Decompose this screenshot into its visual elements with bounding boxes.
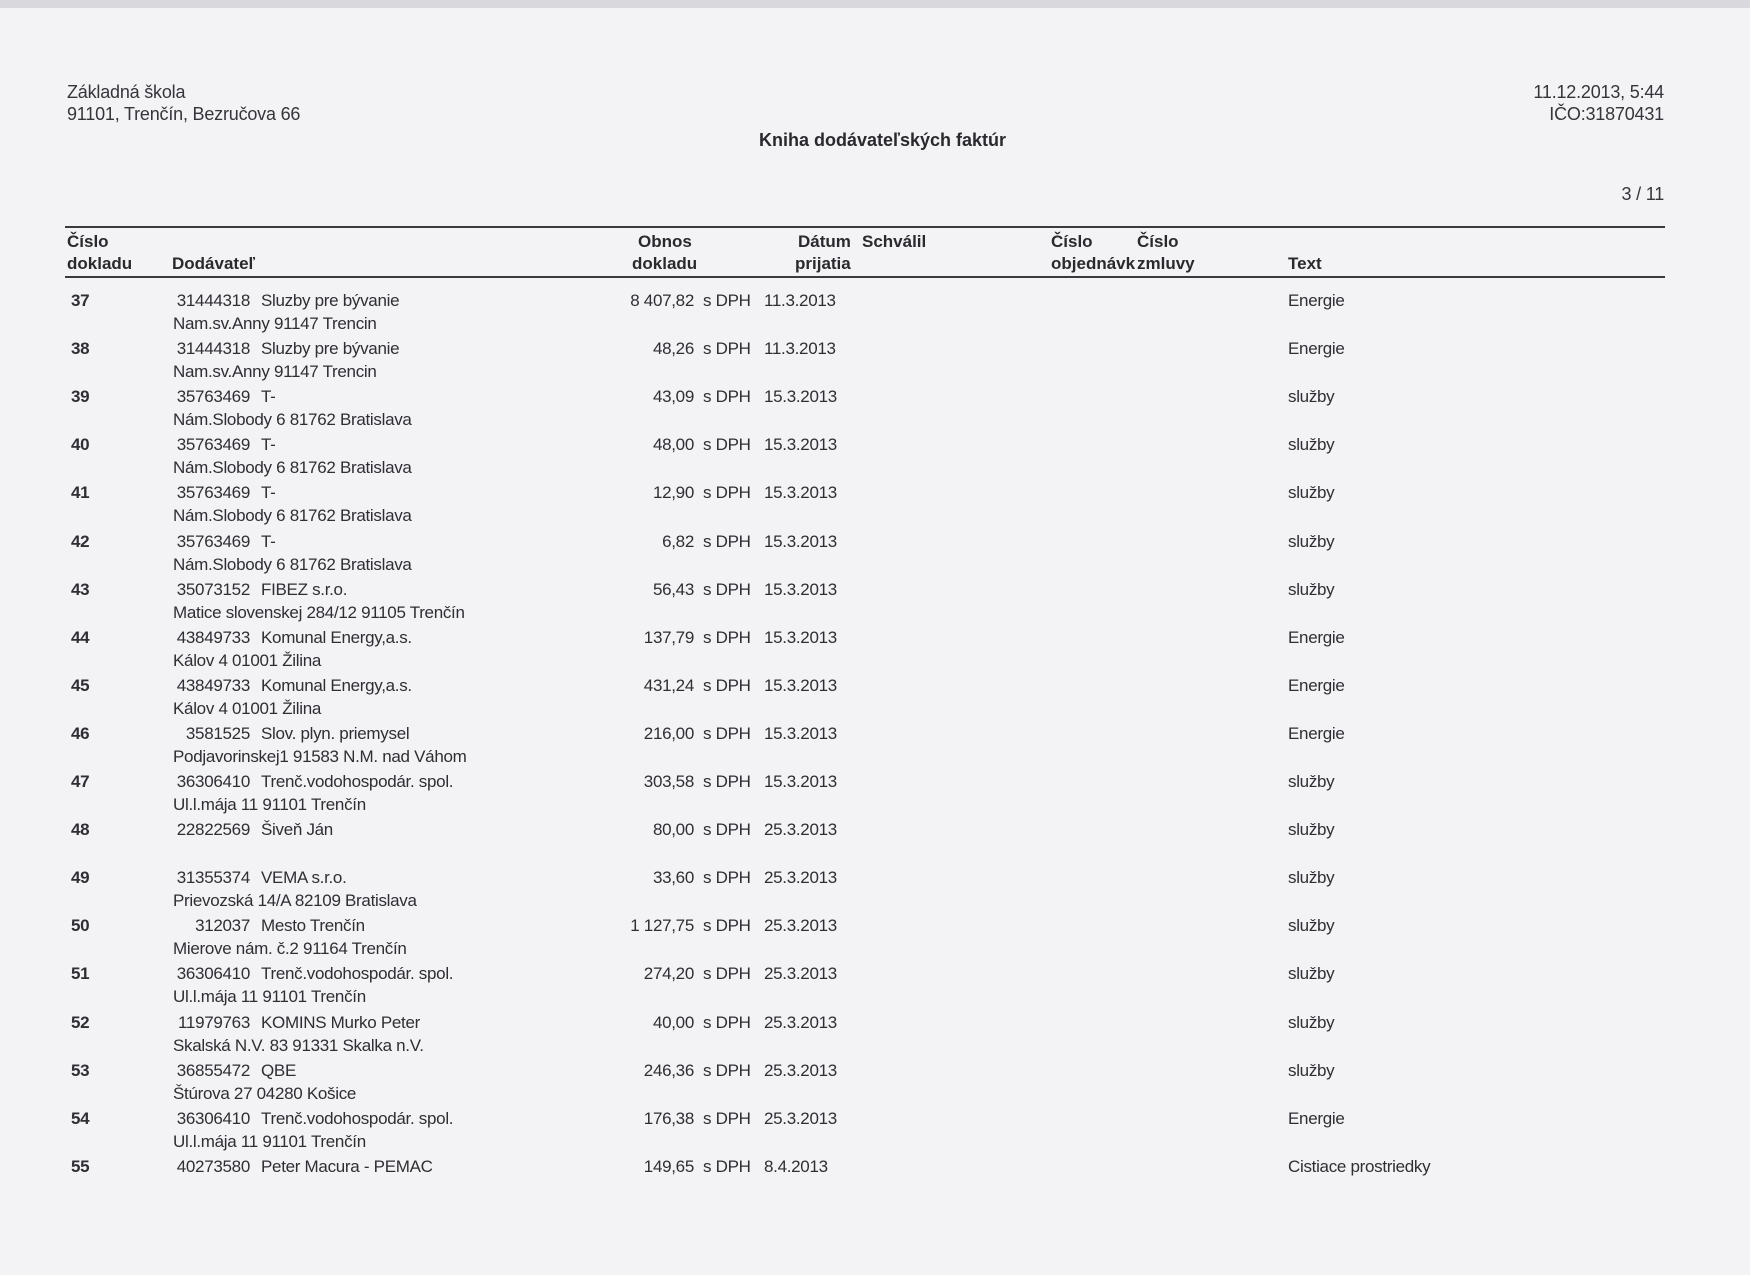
invoice-text: Cistiace prostriedky [1288, 1157, 1431, 1176]
invoice-amount: 56,43 [652, 580, 694, 599]
supplier-name: QBE [261, 1061, 297, 1080]
invoice-amount: 176,38 [643, 1109, 694, 1128]
supplier-name: Sluzby pre bývanie [261, 291, 400, 310]
col-dodavatel: Dodávateľ [172, 254, 256, 273]
invoice-amount: 246,36 [643, 1061, 694, 1080]
document-title: Kniha dodávateľských faktúr [759, 130, 1007, 150]
received-date: 15.3.2013 [764, 387, 837, 406]
invoice-amount: 303,58 [643, 772, 694, 791]
invoice-number: 52 [71, 1013, 90, 1032]
vat-flag: s DPH [703, 916, 751, 935]
table-row [0, 674, 1750, 722]
table-row [0, 1011, 1750, 1059]
received-date: 11.3.2013 [764, 339, 836, 358]
invoice-amount: 1 127,75 [630, 916, 694, 935]
invoice-text: služby [1288, 435, 1335, 454]
invoice-text: služby [1288, 916, 1335, 935]
table-row [0, 914, 1750, 962]
supplier-ico: 36306410 [176, 964, 250, 983]
supplier-ico: 11979763 [178, 1013, 250, 1032]
supplier-name: Trenč.vodohospodár. spol. [261, 964, 454, 983]
supplier-ico: 22822569 [176, 820, 250, 839]
table-row [0, 1059, 1750, 1107]
invoice-amount: 137,79 [643, 628, 694, 647]
scan-edge [0, 0, 1750, 8]
supplier-address: Kálov 4 01001 Žilina [173, 699, 322, 718]
received-date: 15.3.2013 [764, 483, 837, 502]
invoice-number: 37 [71, 291, 90, 310]
col-text: Text [1288, 254, 1322, 273]
header-bottom-rule [65, 276, 1665, 278]
supplier-ico: 43849733 [176, 628, 250, 647]
header-top-rule [65, 226, 1665, 228]
invoice-text: služby [1288, 483, 1335, 502]
col-schvalil: Schválil [862, 232, 927, 251]
invoice-text: služby [1288, 1061, 1335, 1080]
received-date: 15.3.2013 [764, 724, 837, 743]
invoice-amount: 48,00 [652, 435, 694, 454]
org-address: 91101, Trenčín, Bezručova 66 [67, 104, 301, 124]
table-row [0, 337, 1750, 385]
table-row [0, 866, 1750, 914]
supplier-ico: 3581525 [185, 724, 250, 743]
supplier-ico: 35073152 [176, 580, 250, 599]
table-row [0, 1155, 1750, 1203]
invoice-number: 49 [71, 868, 90, 887]
vat-flag: s DPH [703, 483, 751, 502]
supplier-name: KOMINS Murko Peter [261, 1013, 420, 1032]
table-row [0, 770, 1750, 818]
invoice-text: služby [1288, 820, 1335, 839]
supplier-address: Mierove nám. č.2 91164 Trenčín [173, 939, 407, 958]
supplier-name: Šiveň Ján [261, 820, 333, 839]
invoice-number: 43 [71, 580, 90, 599]
table-row [0, 818, 1750, 866]
vat-flag: s DPH [703, 964, 751, 983]
print-datetime: 11.12.2013, 5:44 [1533, 82, 1664, 102]
received-date: 25.3.2013 [764, 820, 837, 839]
supplier-ico: 36306410 [176, 772, 250, 791]
invoice-amount: 274,20 [643, 964, 694, 983]
invoice-text: Energie [1288, 1109, 1345, 1128]
supplier-name: FIBEZ s.r.o. [261, 580, 348, 599]
invoice-number: 42 [71, 532, 90, 551]
invoice-number: 38 [71, 339, 90, 358]
supplier-address: Nám.Slobody 6 81762 Bratislava [173, 555, 412, 574]
vat-flag: s DPH [703, 772, 751, 791]
invoice-number: 47 [71, 772, 90, 791]
vat-flag: s DPH [703, 1157, 751, 1176]
supplier-ico: 43849733 [176, 676, 250, 695]
received-date: 15.3.2013 [764, 628, 837, 647]
supplier-ico: 31444318 [176, 339, 250, 358]
supplier-address: Nam.sv.Anny 91147 Trencin [173, 314, 377, 333]
table-row [0, 481, 1750, 529]
invoice-number: 53 [71, 1061, 90, 1080]
supplier-ico: 31355374 [176, 868, 250, 887]
supplier-name: Komunal Energy,a.s. [261, 628, 412, 647]
col-zmluva-line2: zmluvy [1137, 254, 1195, 273]
received-date: 15.3.2013 [764, 772, 837, 791]
supplier-name: T- [261, 387, 276, 406]
supplier-name: T- [261, 483, 276, 502]
supplier-address: Ul.l.mája 11 91101 Trenčín [173, 795, 366, 814]
invoice-text: Energie [1288, 339, 1345, 358]
col-cislo-line2: dokladu [67, 254, 133, 273]
vat-flag: s DPH [703, 628, 751, 647]
table-row [0, 530, 1750, 578]
received-date: 15.3.2013 [764, 676, 837, 695]
supplier-ico: 35763469 [176, 532, 250, 551]
vat-flag: s DPH [703, 1013, 751, 1032]
received-date: 15.3.2013 [764, 532, 837, 551]
invoice-amount: 431,24 [643, 676, 694, 695]
invoice-amount: 33,60 [652, 868, 694, 887]
col-datum-line1: Dátum [798, 232, 851, 251]
invoice-number: 40 [71, 435, 90, 454]
invoice-amount: 149,65 [643, 1157, 694, 1176]
supplier-address: Ul.l.mája 11 91101 Trenčín [173, 1132, 366, 1151]
invoice-text: služby [1288, 868, 1335, 887]
supplier-name: Komunal Energy,a.s. [261, 676, 412, 695]
col-datum-line2: prijatia [795, 254, 851, 273]
table-row [0, 626, 1750, 674]
supplier-name: Trenč.vodohospodár. spol. [261, 1109, 454, 1128]
invoice-number: 45 [71, 676, 90, 695]
table-row [0, 1107, 1750, 1155]
received-date: 25.3.2013 [764, 1109, 837, 1128]
vat-flag: s DPH [703, 291, 751, 310]
supplier-address: Nam.sv.Anny 91147 Trencin [173, 362, 377, 381]
supplier-ico: 35763469 [176, 435, 250, 454]
supplier-ico: 40273580 [176, 1157, 250, 1176]
table-row [0, 578, 1750, 626]
vat-flag: s DPH [703, 387, 751, 406]
supplier-address: Štúrova 27 04280 Košice [173, 1084, 357, 1103]
received-date: 15.3.2013 [764, 580, 837, 599]
invoice-amount: 12,90 [652, 483, 694, 502]
vat-flag: s DPH [703, 1109, 751, 1128]
invoice-amount: 40,00 [652, 1013, 694, 1032]
invoice-number: 50 [71, 916, 90, 935]
org-name: Základná škola [67, 82, 186, 102]
received-date: 11.3.2013 [764, 291, 836, 310]
received-date: 25.3.2013 [764, 1061, 837, 1080]
col-obnos-line1: Obnos [638, 232, 692, 251]
supplier-ico: 36855472 [176, 1061, 250, 1080]
supplier-ico: 36306410 [176, 1109, 250, 1128]
col-zmluva-line1: Číslo [1137, 232, 1179, 251]
supplier-address: Prievozská 14/A 82109 Bratislava [173, 891, 417, 910]
received-date: 25.3.2013 [764, 964, 837, 983]
table-row [0, 385, 1750, 433]
ico-number: IČO:31870431 [1549, 104, 1664, 124]
table-row [0, 962, 1750, 1010]
received-date: 25.3.2013 [764, 868, 837, 887]
supplier-address: Nám.Slobody 6 81762 Bratislava [173, 410, 412, 429]
supplier-name: T- [261, 532, 276, 551]
invoice-text: služby [1288, 1013, 1335, 1032]
invoice-number: 51 [71, 964, 90, 983]
invoice-text: služby [1288, 387, 1335, 406]
col-objednavka-line1: Číslo [1051, 232, 1093, 251]
table-row [0, 722, 1750, 770]
invoice-text: Energie [1288, 291, 1345, 310]
invoice-amount: 8 407,82 [630, 291, 694, 310]
received-date: 8.4.2013 [764, 1157, 828, 1176]
vat-flag: s DPH [703, 676, 751, 695]
invoice-number: 41 [71, 483, 90, 502]
vat-flag: s DPH [703, 724, 751, 743]
invoice-amount: 48,26 [652, 339, 694, 358]
invoice-number: 54 [71, 1109, 90, 1128]
invoice-number: 55 [71, 1157, 90, 1176]
vat-flag: s DPH [703, 1061, 751, 1080]
supplier-address: Ul.l.mája 11 91101 Trenčín [173, 987, 366, 1006]
supplier-address: Nám.Slobody 6 81762 Bratislava [173, 506, 412, 525]
col-obnos-line2: dokladu [632, 254, 698, 273]
supplier-address: Podjavorinskej1 91583 N.M. nad Váhom [173, 747, 467, 766]
invoice-text: služby [1288, 532, 1335, 551]
invoice-text: služby [1288, 772, 1335, 791]
invoice-text: Energie [1288, 676, 1345, 695]
col-cislo-line1: Číslo [67, 232, 109, 251]
invoice-amount: 80,00 [652, 820, 694, 839]
supplier-ico: 35763469 [176, 387, 250, 406]
supplier-ico: 35763469 [176, 483, 250, 502]
supplier-ico: 31444318 [176, 291, 250, 310]
invoice-text: Energie [1288, 628, 1345, 647]
received-date: 15.3.2013 [764, 435, 837, 454]
supplier-name: Mesto Trenčín [261, 916, 365, 935]
vat-flag: s DPH [703, 339, 751, 358]
invoice-text: služby [1288, 964, 1335, 983]
supplier-name: Peter Macura - PEMAC [261, 1157, 433, 1176]
received-date: 25.3.2013 [764, 916, 837, 935]
invoice-text: Energie [1288, 724, 1345, 743]
table-row [0, 433, 1750, 481]
supplier-name: T- [261, 435, 276, 454]
supplier-ico: 312037 [195, 916, 250, 935]
supplier-address: Skalská N.V. 83 91331 Skalka n.V. [173, 1036, 424, 1055]
page-number: 3 / 11 [1621, 184, 1664, 204]
supplier-address: Matice slovenskej 284/12 91105 Trenčín [173, 603, 465, 622]
invoice-number: 48 [71, 820, 90, 839]
invoice-number: 46 [71, 724, 90, 743]
supplier-name: Sluzby pre bývanie [261, 339, 400, 358]
invoice-amount: 216,00 [643, 724, 694, 743]
supplier-name: Slov. plyn. priemysel [261, 724, 410, 743]
invoice-text: služby [1288, 580, 1335, 599]
invoice-amount: 43,09 [652, 387, 694, 406]
supplier-name: Trenč.vodohospodár. spol. [261, 772, 454, 791]
vat-flag: s DPH [703, 580, 751, 599]
table-row [0, 289, 1750, 337]
invoice-amount: 6,82 [662, 532, 694, 551]
col-objednavka-line2: objednávk [1051, 254, 1136, 273]
received-date: 25.3.2013 [764, 1013, 837, 1032]
invoice-number: 39 [71, 387, 90, 406]
supplier-name: VEMA s.r.o. [261, 868, 347, 887]
vat-flag: s DPH [703, 435, 751, 454]
supplier-address: Kálov 4 01001 Žilina [173, 651, 322, 670]
supplier-address: Nám.Slobody 6 81762 Bratislava [173, 458, 412, 477]
vat-flag: s DPH [703, 868, 751, 887]
vat-flag: s DPH [703, 532, 751, 551]
invoice-number: 44 [71, 628, 90, 647]
vat-flag: s DPH [703, 820, 751, 839]
